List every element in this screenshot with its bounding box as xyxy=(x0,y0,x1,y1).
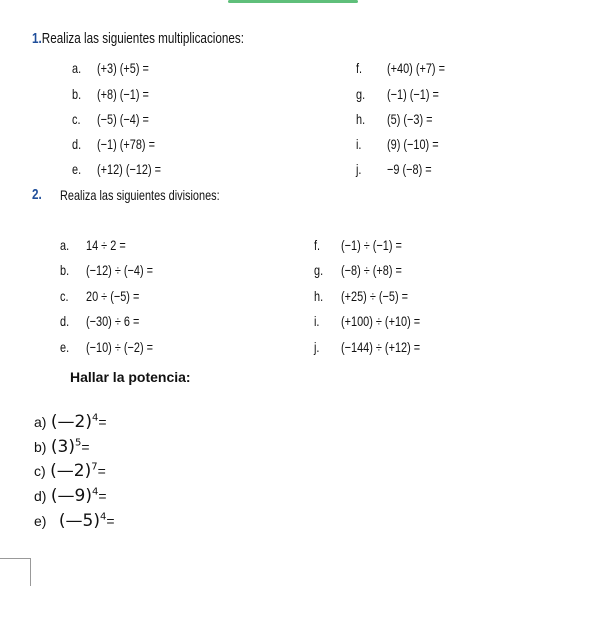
s1-expr-g: (−1) (−1) = xyxy=(387,86,439,102)
power-base: (—2) xyxy=(50,461,92,481)
item-label: b) xyxy=(34,439,47,455)
s2-expr-f: (−1) ÷ (−1) = xyxy=(341,237,402,253)
power-base: (3) xyxy=(50,437,75,457)
s2-item-d: d. xyxy=(60,313,70,329)
equals-sign: = xyxy=(97,463,106,479)
corner-line-vertical xyxy=(30,558,31,586)
section1-number: 1. xyxy=(32,30,42,47)
s1-expr-h: (5) (−3) = xyxy=(387,111,433,127)
s2-expr-c: 20 ÷ (−5) = xyxy=(86,288,140,304)
power-exponent: 7 xyxy=(91,461,98,473)
equals-sign: = xyxy=(98,488,107,504)
section2-number-text: 2. xyxy=(32,186,42,203)
power-item-b xyxy=(34,437,90,457)
s1-expr-a: (+3) (+5) = xyxy=(97,60,149,76)
s2-expr-j: (−144) ÷ (+12) = xyxy=(341,339,421,355)
s2-expr-a: 14 ÷ 2 = xyxy=(86,237,126,253)
section2-title: Realiza las siguientes divisiones: xyxy=(60,187,220,203)
s2-expr-e: (−10) ÷ (−2) = xyxy=(86,339,153,355)
s1-expr-e: (+12) (−12) = xyxy=(97,161,162,177)
power-item-a xyxy=(34,412,107,432)
power-item-d xyxy=(34,486,107,506)
s1-item-g: g. xyxy=(356,86,366,102)
equals-sign: = xyxy=(98,414,107,430)
s1-expr-i: (9) (−10) = xyxy=(387,136,439,152)
power-base: (—2) xyxy=(50,412,92,432)
s2-item-f: f. xyxy=(314,237,321,253)
top-accent-bar xyxy=(228,0,358,3)
power-base: (—5) xyxy=(58,511,100,531)
s1-item-c xyxy=(72,111,80,127)
s1-item-e xyxy=(72,161,81,177)
section1-heading xyxy=(32,30,244,47)
s2-expr-d: (−30) ÷ 6 = xyxy=(86,313,140,329)
item-label: d) xyxy=(34,488,47,504)
s2-item-j: j. xyxy=(314,339,320,355)
equals-sign: = xyxy=(106,513,115,529)
s1-expr-j: −9 (−8) = xyxy=(387,161,432,177)
s1-item-f: f. xyxy=(356,60,363,76)
s2-expr-b: (−12) ÷ (−4) = xyxy=(86,262,153,278)
item-label: e) xyxy=(34,513,47,529)
s1-item-b xyxy=(72,86,81,102)
s2-item-a: a. xyxy=(60,237,70,253)
equals-sign: = xyxy=(81,439,90,455)
power-item-c xyxy=(34,461,106,481)
s2-item-h: h. xyxy=(314,288,324,304)
s2-item-g: g. xyxy=(314,262,324,278)
s2-item-b: b. xyxy=(60,262,70,278)
s1-item-i: i. xyxy=(356,136,362,152)
s1-expr-d: (−1) (+78) = xyxy=(97,136,155,152)
s2-expr-h: (+25) ÷ (−5) = xyxy=(341,288,408,304)
power-exponent: 5 xyxy=(75,437,82,449)
s1-item-a xyxy=(72,60,81,76)
s1-expr-f: (+40) (+7) = xyxy=(387,60,445,76)
item-label: a. xyxy=(72,60,82,76)
s2-expr-g: (−8) ÷ (+8) = xyxy=(341,262,402,278)
power-exponent: 4 xyxy=(92,412,99,424)
s1-item-h: h. xyxy=(356,111,366,127)
corner-line-horizontal xyxy=(0,558,30,559)
item-label: c) xyxy=(34,463,46,479)
item-label: e. xyxy=(72,161,82,177)
power-exponent: 4 xyxy=(100,511,107,523)
power-base: (—9) xyxy=(50,486,92,506)
power-exponent: 4 xyxy=(92,486,99,498)
s2-item-i: i. xyxy=(314,313,320,329)
section2-number xyxy=(32,186,45,204)
item-label: b. xyxy=(72,86,82,102)
s1-expr-c: (−5) (−4) = xyxy=(97,111,149,127)
section3-title: Hallar la potencia: xyxy=(70,369,191,385)
item-label: a) xyxy=(34,414,47,430)
s1-item-j: j. xyxy=(356,161,362,177)
s1-expr-b: (+8) (−1) = xyxy=(97,86,149,102)
s1-item-d xyxy=(72,136,81,152)
s2-item-e: e. xyxy=(60,339,70,355)
power-item-e xyxy=(34,511,115,531)
item-label: c. xyxy=(72,111,81,127)
section1-title: Realiza las siguientes multiplicaciones: xyxy=(41,30,245,47)
s2-expr-i: (+100) ÷ (+10) = xyxy=(341,313,421,329)
item-label: d. xyxy=(72,136,82,152)
s2-item-c: c. xyxy=(60,288,69,304)
